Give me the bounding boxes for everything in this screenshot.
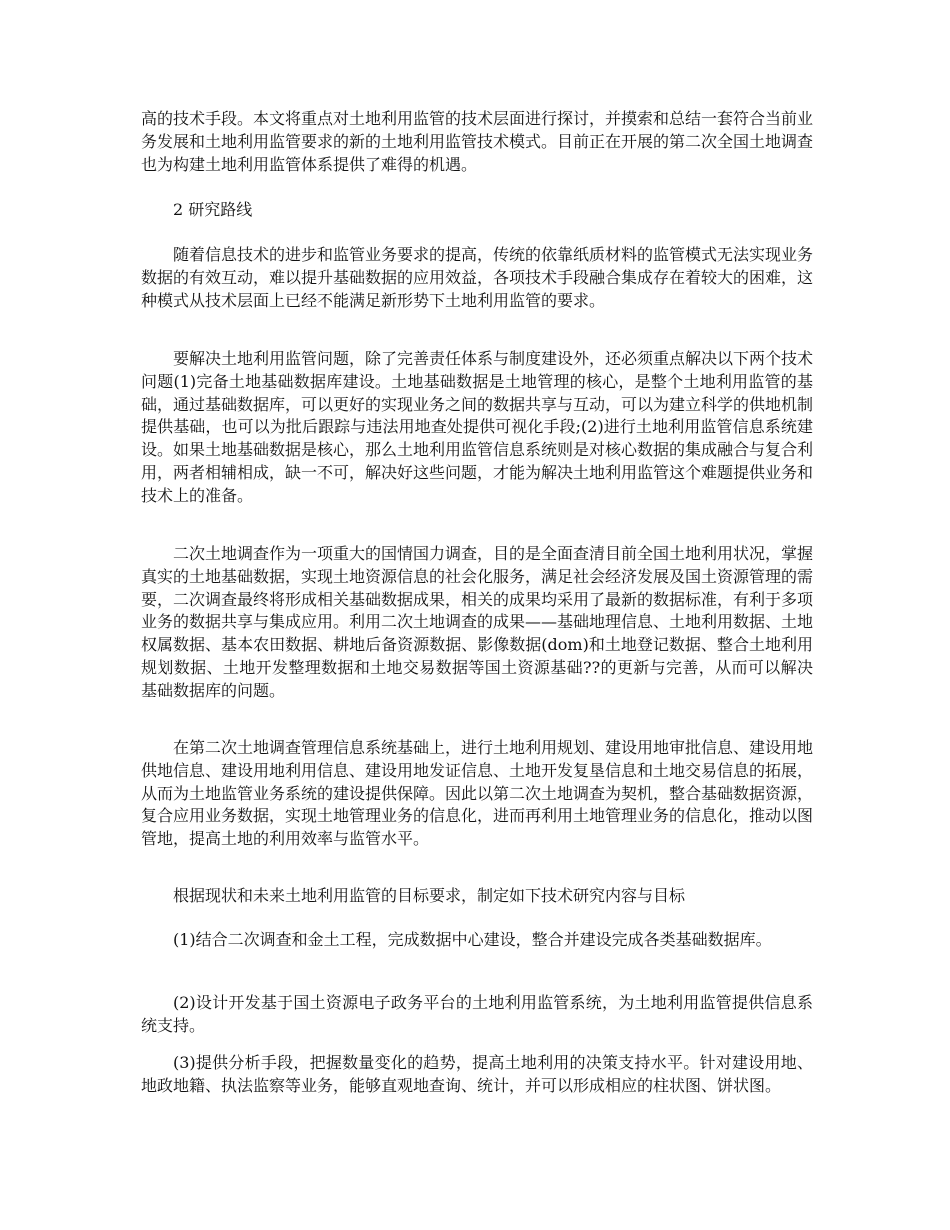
paragraph-technical-problems: 要解决土地利用监管问题，除了完善责任体系与制度建设外，还必须重点解决以下两个技术问题(1)完备土地基础数据库建设。土地基础数据是土地管理的核心，是整个土地利用监管的基础，通过基础数据库，可以更好的实现业务之间的数据共享与互动，可以为建立科学的供地机制提供基础，也可以为批后跟踪与违法用地查处提供可视化手段;(2)进行土地利用监管信息系统建设。如果土地基础数据是核心，那么土地利用监管信息系统则是对核心数据的集成融合与复合利用，两者相辅相成，缺一不可，解决好这些问题，才能为解决土地利用监管这个难题提供业务和技术上的准备。 bbox=[141, 349, 814, 505]
paragraph-system-foundation: 在第二次土地调查管理信息系统基础上，进行土地利用规划、建设用地审批信息、建设用地供地信息、建设用地利用信息、建设用地发证信息、土地开发复垦信息和土地交易信息的拓展，从而为土地监管业务系统的建设提供保障。因此以第二次土地调查为契机，整合基础数据资源，复合应用业务数据，实现土地管理业务的信息化，进而再利用土地管理业务的信息化，推动以图管地，提高土地的利用效率与监管水平。 bbox=[141, 738, 814, 849]
paragraph-goals-intro: 根据现状和未来土地利用监管的目标要求，制定如下技术研究内容与目标 bbox=[173, 886, 686, 905]
section-heading-research-route: 2 研究路线 bbox=[173, 200, 253, 219]
paragraph-goal-1: (1)结合二次调查和金土工程，完成数据中心建设，整合并建设完成各类基础数据库。 bbox=[173, 930, 772, 949]
paragraph-second-survey: 二次土地调查作为一项重大的国情国力调查，目的是全面查清目前全国土地利用状况，掌握真实的土地基础数据，实现土地资源信息的社会化服务，满足社会经济发展及国土资源管理的需要，二次调查最终将形成相关基础数据成果，相关的成果均采用了最新的数据标准，有利于多项业务的数据共享与集成应用。利用二次土地调查的成果——基础地理信息、土地利用数据、土地权属数据、基本农田数据、耕地后备资源数据、影像数据(dom)和土地登记数据、整合土地利用规划数据、土地开发整理数据和土地交易数据等国土资源基础??的更新与完善，从而可以解决基础数据库的问题。 bbox=[141, 544, 814, 700]
paragraph-goal-3: (3)提供分析手段，把握数量变化的趋势，提高土地利用的决策支持水平。针对建设用地、地政地籍、执法监察等业务，能够直观地查询、统计，并可以形成相应的柱状图、饼状图。 bbox=[141, 1053, 813, 1095]
paragraph-goal-2: (2)设计开发基于国土资源电子政务平台的土地利用监管系统，为土地利用监管提供信息系统支持。 bbox=[141, 993, 813, 1035]
paragraph-info-tech: 随着信息技术的进步和监管业务要求的提高，传统的依靠纸质材料的监管模式无法实现业务数据的有效互动，难以提升基础数据的应用效益，各项技术手段融合集成存在着较大的困难，这种模式从技术层面上已经不能满足新形势下土地利用监管的要求。 bbox=[141, 245, 814, 310]
paragraph-intro-continuation: 高的技术手段。本文将重点对土地利用监管的技术层面进行探讨，并摸索和总结一套符合当前业务发展和土地利用监管要求的新的土地利用监管技术模式。目前正在开展的第二次全国土地调查也为构建土地利用监管体系提供了难得的机遇。 bbox=[141, 109, 814, 174]
